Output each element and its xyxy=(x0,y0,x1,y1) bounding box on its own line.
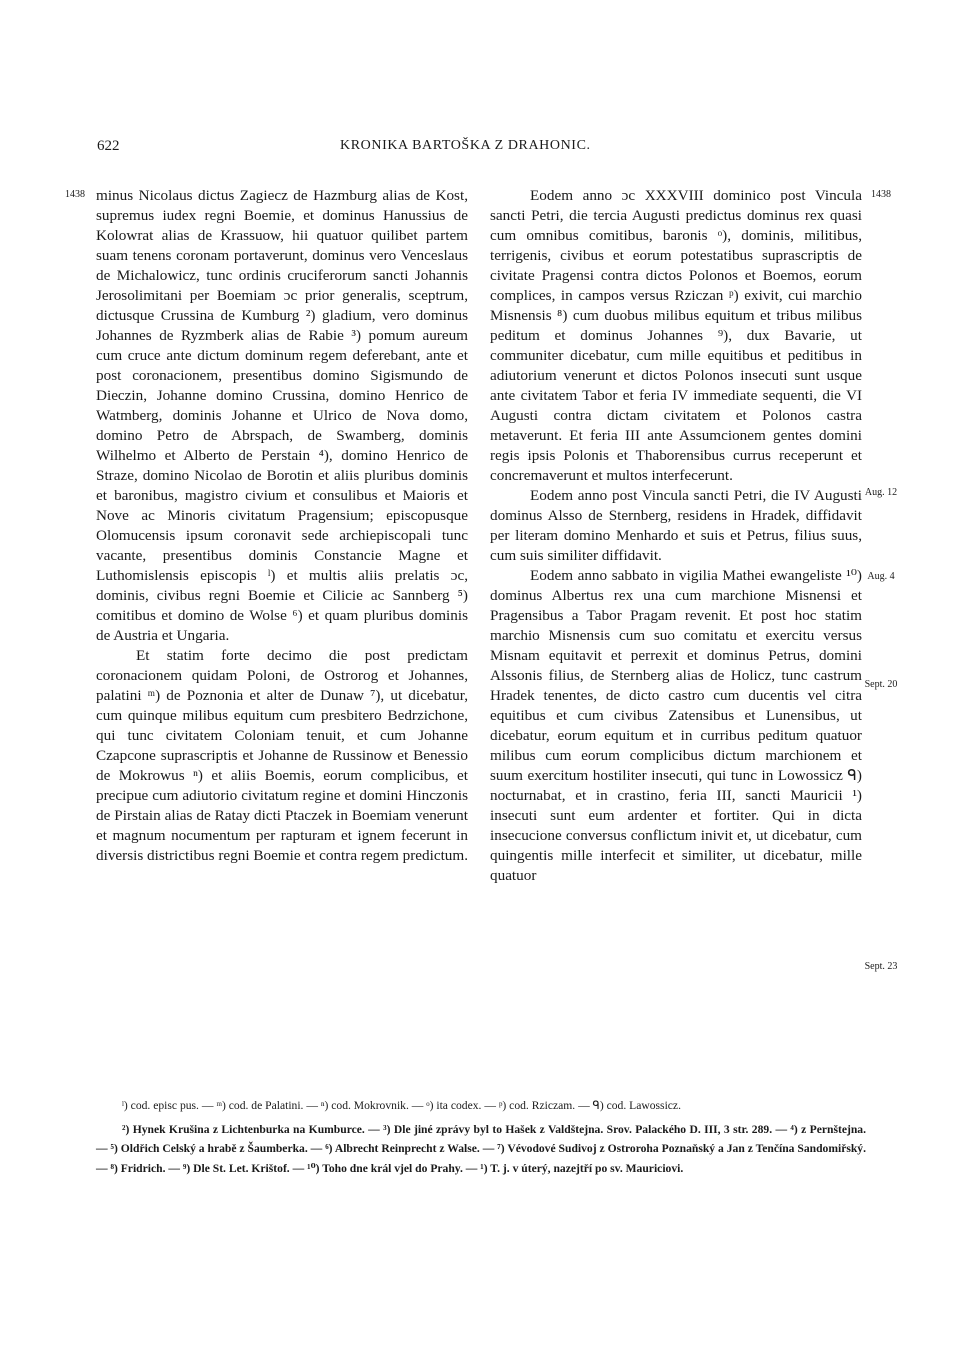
margin-year-right: 1438 xyxy=(871,189,891,200)
paragraph: minus Nicolaus dictus Zagiecz de Hazmburg alias de Kost, supremus iudex regni Boemie, et dominus Hanussius de Kolowrat alias de Krassuow, hii quatuor quilibet partem suam tenens coronam portaverunt, dominus vero Venceslaus de Michalowicz, tunc ordinis cruciferorum sancti Johannis Jerosolimitani per Boemiam ɔc prior generalis, sceptrum, dictusque Crussina de Kumburg ²) gladium, vero dominus Johannes de Ryzmberk alias de Rabie ³) pomum aureum cum cruce ante dictum dominum regem deferebant, ante et post coronacionem, presentibus domino Sigismundo de Dieczin, Johanne domino Crussina, domino Henrico de Watmberg, dominis Johanne et Ulrico de Nova domo, domino Petro de Abrspach, de Swamberg, dominis Wilhelmo et Alberto de Perstain ⁴), domino Henrico de Straze, domino Nicolao de Borotin et aliis pluribus dominis et baronibus, magistro civium et consulibus et Maioris et Nove ac Minoris civitatum Pragensium; episcopusque Olomucensis ipsum coronavit sede archiepiscopali tunc vacante, presentibus dominis Constancie Magne et Luthomislensis episcopis ˡ) et multis aliis prelatis ɔc, dominis, civibus regni Boemie et Cilicie ac Sannberg ⁵) comitibus et domino de Wolse ⁶) et quam pluribus dominis de Austria et Ungaria. xyxy=(96,187,468,644)
paragraph: Et statim forte decimo die post predictam coronacionem quidam Poloni, de Ostrorog et Johannes, palatini ᵐ) de Poznonia et alter de Dunaw ⁷), ut dicebatur, cum quinque milibus equitum cum presbitero Bedrzichone, qui tunc civitatem Coloniam tenuit, et cum Johanne Czapcone suprascriptis et Johanne de Russinow et Benessio de Mokrowus ⁿ) et aliis Boemis, eorum complicibus, et precipue cum adiutorio civitatum regine et domini Hinczonis de Pirstain alias de Ratay dicti Ptaczek in Boemiam venerunt et magnum nocumentum per rapturam et ignem fecerunt in diversis districtibus regni Boemie et contra regem predictum. xyxy=(96,647,468,864)
margin-date-sept23: Sept. 23 xyxy=(864,961,898,972)
margin-year-left: 1438 xyxy=(65,189,85,200)
paragraph: Eodem anno ɔc XXXVIII dominico post Vincula sancti Petri, die tercia Augusti predictus dominus rex quasi cum omnibus comitibus, baronis ᵒ), dominis, militibus, terrigenis, civibus et eorum potestatibus suprascriptis de civitate Pragensi contra dictos Polonos et Boemos, eorum complices, in campos versus Rziczan ᵖ) exivit, cui marchio Misnensis ⁸) cum duobus milibus equitum et tribus milibus peditum et dominus Johannes ⁹), dux Bavarie, ut communiter dicebatur, cum mille equitibus et peditibus in adiutorium venerunt et dictos Polonos insecuti sunt usque ante civitatem Tabor et feria IV immediate sequenti, die VI Augusti contra dictam civitatem et Polonos castra metaverunt. Et feria III ante Assumcionem gentes domini regis ipsis Polonis et Thaborensibus currus receperunt et concremaverunt et multos interfecerunt. xyxy=(490,187,862,484)
left-column xyxy=(96,186,468,1066)
paragraph: Eodem anno post Vincula sancti Petri, die IV Augusti dominus Alsso de Sternberg, residens in Hradek, diffidavit per literam domino Menhardo et suis et Petrus, filius suus, cum suis similiter diffidavit. xyxy=(490,487,862,564)
page-number: 622 xyxy=(97,138,120,154)
page-header xyxy=(0,138,960,162)
margin-date-aug4: Aug. 4 xyxy=(867,571,895,582)
paragraph: Eodem anno sabbato in vigilia Mathei ewangeliste ¹⁰) dominus Albertus rex una cum marchione Misnensi et Pragensibus a Tabor Pragam revenit. Et post hoc statim marchio Misnensis cum suo comitatu et exercitu versus Misnam equitavit et perrexit et dominus Petrus, domini Alssonis filius, de Sternberg alias de Holicz, tunc castrum Hradek tenentes, de dicto castro cum ducentis vel citra equitibus et cum civibus Zatensibus et Lunensibus, ut dicebatur, eorum equitum et in curribus peditum quatuor milibus cum eorum complicibus dictum marchionem et suum exercitum hostiliter insecuti, qui tunc in Lowossicz ᑫ) nocturnabat, et in crastino, feria III, sancti Mauricii ¹) insecuti sunt eum ardenter et fortiter. Qui in dicta insecucione conversus conflictum inivit et, ut dicebatur, cum quingentis mille interfecit et similiter, ut dicebatur, mille quatuor xyxy=(490,567,862,884)
margin-date-sept20: Sept. 20 xyxy=(864,679,898,690)
textual-footnotes: ˡ) cod. episc pus. — ᵐ) cod. de Palatini. — ⁿ) cod. Mokrovnik. — ᵒ) ita codex. — ᵖ) cod. Rziczam. — ᑫ) cod. Lawossicz. xyxy=(122,1099,681,1112)
running-head: KRONIKA BARTOŠKA Z DRAHONIC. xyxy=(340,138,591,153)
editorial-footnotes: ²) Hynek Krušina z Lichtenburka na Kumburce. — ³) Dle jiné zprávy byl to Hašek z Valdštejna. Srov. Palackého D. III, 3 str. 289. — ⁴) z Pernštejna. — ⁵) Oldřich Celský a hrabě z Šaumberka. — ⁶) Albrecht Reinprecht z Walse. — ⁷) Vévodové Sudivoj z Ostroroha Poznaňský a Jan z Tenčína Sandomiřský. — ⁸) Fridrich. — ⁹) Dle St. Let. Krištof. — ¹⁰) Toho dne král vjel do Prahy. — ¹) T. j. v úterý, nazejtří po sv. Mauriciovi. xyxy=(96,1122,866,1175)
margin-date-aug12: Aug. 12 xyxy=(864,487,898,498)
right-column xyxy=(490,186,862,1066)
footnotes xyxy=(96,1096,866,1178)
